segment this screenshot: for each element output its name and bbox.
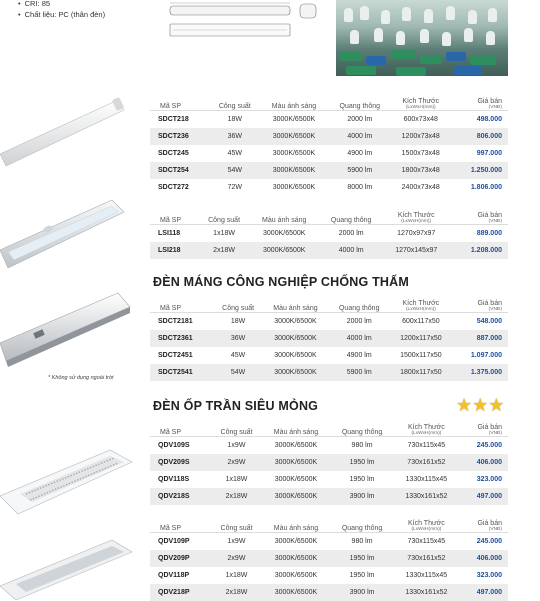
table-sdct [150, 92, 508, 196]
product-code: QDV118S [158, 476, 190, 483]
ceiling-lamp-prismatic-image [0, 530, 135, 600]
price: 498.000 [476, 116, 502, 123]
tri-proof-lamp-image [0, 190, 135, 290]
luminous-flux: 1950 lm [349, 572, 375, 579]
price: 245.000 [476, 538, 502, 545]
power: 72W [227, 184, 243, 191]
table-row [150, 179, 508, 196]
col-price: Giá bán (VNĐ) [459, 514, 508, 533]
dimensions: 730x161x52 [394, 454, 460, 471]
product-code: SDCT236 [150, 128, 210, 145]
luminous-flux: 2000 lm [338, 230, 364, 237]
table-row [150, 145, 508, 162]
col-flux: Quang thông [329, 294, 390, 313]
color-temp: 3000K/6500K [272, 150, 316, 157]
dimensions: 1200x117x50 [390, 330, 452, 347]
color-temp: 3000K/6500K [249, 242, 319, 259]
product-code: QDV209P [150, 550, 212, 567]
power: 1x18W [225, 476, 248, 483]
table-qdv-p [150, 514, 508, 601]
color-temp: 3000K/6500K [262, 364, 329, 381]
table-lsi [150, 206, 508, 259]
price: 497.000 [459, 584, 508, 601]
dimensions: 1500x117x50 [400, 352, 442, 359]
color-temp: 3000K/6500K [261, 584, 330, 601]
product-code: QDV118P [158, 572, 190, 579]
power: 36W [214, 330, 262, 347]
col-code: Mã SP [150, 206, 199, 225]
col-size: Kích Thước (LxWxH(mm)) [391, 92, 450, 111]
ceiling-lamp-image [0, 438, 135, 523]
col-code: Mã SP [150, 514, 212, 533]
table-row [150, 162, 508, 179]
dimensions: 1500x73x48 [401, 150, 440, 157]
table-row [150, 488, 508, 505]
dimensions: 730x161x52 [394, 550, 460, 567]
color-temp: 3000K/6500K [261, 488, 330, 505]
luminous-flux: 1950 lm [331, 454, 394, 471]
col-power: Công suất [214, 294, 262, 313]
product-code: SDCT254 [150, 162, 210, 179]
table-row [150, 550, 508, 567]
table-row [150, 111, 508, 129]
color-temp: 3000K/6500K [272, 116, 316, 123]
col-color: Màu ánh sáng [261, 514, 330, 533]
dimensions: 1200x73x48 [391, 128, 450, 145]
product-code: SDCT272 [158, 184, 189, 191]
section-heading-ceiling: ĐÈN ỐP TRẦN SIÊU MỎNG [153, 399, 319, 413]
luminous-flux: 3900 lm [331, 584, 394, 601]
product-code: QDV109P [158, 538, 190, 545]
price: 1.097.000 [470, 352, 502, 359]
color-temp: 3000K/6500K [260, 128, 329, 145]
table-row [150, 225, 508, 243]
luminous-flux: 4000 lm [328, 128, 391, 145]
power: 2x18W [199, 242, 249, 259]
spec-item: • CRI: 85 [18, 0, 105, 9]
spec-list [18, 0, 105, 20]
price: 806.000 [450, 128, 508, 145]
col-power: Công suất [212, 514, 262, 533]
luminous-flux: 4000 lm [329, 330, 390, 347]
power: 1x18W [213, 230, 235, 237]
price: 1.806.000 [470, 184, 502, 191]
dimensions: 1330x161x52 [394, 584, 460, 601]
power: 54W [214, 364, 262, 381]
table-row [150, 330, 508, 347]
luminous-flux: 4000 lm [319, 242, 383, 259]
color-temp: 3000K/6500K [274, 318, 317, 325]
power: 36W [210, 128, 260, 145]
spec-item: • Chất liệu: PC (thân đèn) [18, 9, 105, 20]
price: 887.000 [452, 330, 508, 347]
col-size: Kích Thước (LxWxH(mm)) [394, 418, 460, 437]
price: 1.375.000 [452, 364, 508, 381]
color-temp: 3000K/6500K [260, 162, 329, 179]
power: 2x9W [212, 550, 262, 567]
dimensions: 600x73x48 [403, 116, 438, 123]
dimensions: 1270x145x97 [383, 242, 449, 259]
luminous-flux: 4900 lm [346, 352, 372, 359]
luminous-flux: 1950 lm [331, 550, 394, 567]
luminous-flux: 3900 lm [331, 488, 394, 505]
col-code: Mã SP [150, 418, 212, 437]
color-temp: 3000K/6500K [274, 538, 318, 545]
product-code: QDV209S [150, 454, 212, 471]
col-flux: Quang thông [331, 418, 394, 437]
price: 1.250.000 [450, 162, 508, 179]
luminous-flux: 980 lm [351, 538, 373, 545]
col-price: Giá bán (VNĐ) [450, 92, 508, 111]
product-code: SDCT2361 [150, 330, 214, 347]
dimensions: 1330x115x45 [405, 476, 448, 483]
table-row [150, 454, 508, 471]
table-row [150, 533, 508, 551]
dimensions: 600x117x50 [402, 318, 440, 325]
col-color: Màu ánh sáng [262, 294, 329, 313]
color-temp: 3000K/6500K [274, 476, 318, 483]
dimensions: 730x115x45 [407, 442, 446, 449]
col-price: Giá bán (VNĐ) [459, 418, 508, 437]
outdoor-note: * Không sử dụng ngoài trời [48, 375, 114, 381]
col-size: Kích Thước (LxWxH(mm)) [394, 514, 460, 533]
table-row [150, 364, 508, 381]
section-heading-tri-proof: ĐÈN MÁNG CÔNG NGHIỆP CHỐNG THẤM [153, 275, 409, 289]
power: 54W [210, 162, 260, 179]
power: 45W [230, 352, 246, 359]
dimensions: 1800x117x50 [390, 364, 452, 381]
power: 2x9W [212, 454, 262, 471]
color-temp: 3000K/6500K [274, 442, 318, 449]
product-code: QDV109S [158, 442, 190, 449]
product-code: SDCT245 [158, 150, 189, 157]
luminous-flux: 5900 lm [329, 364, 390, 381]
industrial-lamp-image [0, 285, 135, 380]
col-price: Giá bán (VNĐ) [449, 206, 508, 225]
product-code: QDV218P [150, 584, 212, 601]
table-sdct-1 [150, 294, 508, 381]
color-temp: 3000K/6500K [272, 184, 316, 191]
table-row [150, 437, 508, 455]
power: 45W [227, 150, 243, 157]
product-code: QDV218S [150, 488, 212, 505]
luminous-flux: 2000 lm [347, 116, 373, 123]
product-code: SDCT2451 [158, 352, 193, 359]
dimensions: 1330x115x45 [405, 572, 448, 579]
col-color: Màu ánh sáng [260, 92, 329, 111]
dimensions: 730x115x45 [407, 538, 446, 545]
col-flux: Quang thông [319, 206, 383, 225]
col-size: Kích Thước (LxWxH(mm)) [390, 294, 452, 313]
price: 1.208.000 [449, 242, 508, 259]
dimensions: 1330x161x52 [394, 488, 460, 505]
power: 1x9W [227, 538, 246, 545]
product-code: SDCT218 [158, 116, 189, 123]
col-code: Mã SP [150, 92, 210, 111]
color-temp: 3000K/6500K [262, 330, 329, 347]
table-row [150, 347, 508, 364]
table-row [150, 471, 508, 488]
power: 18W [230, 318, 246, 325]
color-temp: 3000K/6500K [274, 352, 317, 359]
price: 889.000 [476, 230, 502, 237]
price: 548.000 [476, 318, 502, 325]
luminous-flux: 1950 lm [349, 476, 375, 483]
color-temp: 3000K/6500K [261, 550, 330, 567]
price: 406.000 [459, 454, 508, 471]
color-temp: 3000K/6500K [274, 572, 318, 579]
col-power: Công suất [199, 206, 249, 225]
price: 323.000 [476, 572, 502, 579]
table-row [150, 567, 508, 584]
table-qdv-s [150, 418, 508, 505]
table-row [150, 242, 508, 259]
col-power: Công suất [212, 418, 262, 437]
luminous-flux: 980 lm [351, 442, 373, 449]
price: 245.000 [476, 442, 502, 449]
col-flux: Quang thông [331, 514, 394, 533]
dimensions: 2400x73x48 [401, 184, 440, 191]
product-code: SDCT2181 [158, 318, 193, 325]
table-row [150, 584, 508, 601]
color-temp: 3000K/6500K [261, 454, 330, 471]
product-code: LSI118 [158, 230, 181, 237]
dimensions: 1800x73x48 [391, 162, 450, 179]
dimension-drawing [165, 0, 325, 42]
col-code: Mã SP [150, 294, 214, 313]
product-code: SDCT2541 [150, 364, 214, 381]
col-flux: Quang thông [328, 92, 391, 111]
col-price: Giá bán (VNĐ) [452, 294, 508, 313]
table-row [150, 313, 508, 331]
price: 323.000 [476, 476, 502, 483]
power: 2x18W [212, 584, 262, 601]
price: 997.000 [476, 150, 502, 157]
luminous-flux: 5900 lm [328, 162, 391, 179]
batten-lamp-image [0, 92, 135, 202]
price: 406.000 [459, 550, 508, 567]
luminous-flux: 4900 lm [347, 150, 373, 157]
luminous-flux: 2000 lm [346, 318, 372, 325]
factory-photo [336, 0, 508, 76]
power: 2x18W [212, 488, 262, 505]
color-temp: 3000K/6500K [263, 230, 306, 237]
power: 18W [227, 116, 243, 123]
price: 497.000 [459, 488, 508, 505]
dimensions: 1270x97x97 [397, 230, 436, 237]
power: 1x18W [225, 572, 248, 579]
col-color: Màu ánh sáng [249, 206, 319, 225]
luminous-flux: 8000 lm [347, 184, 373, 191]
col-color: Màu ánh sáng [261, 418, 330, 437]
star-rating: ★★★ [456, 395, 505, 415]
table-row [150, 128, 508, 145]
col-power: Công suất [210, 92, 260, 111]
power: 1x9W [227, 442, 246, 449]
product-code: LSI218 [150, 242, 199, 259]
col-size: Kích Thước (LxWxH(mm)) [383, 206, 449, 225]
